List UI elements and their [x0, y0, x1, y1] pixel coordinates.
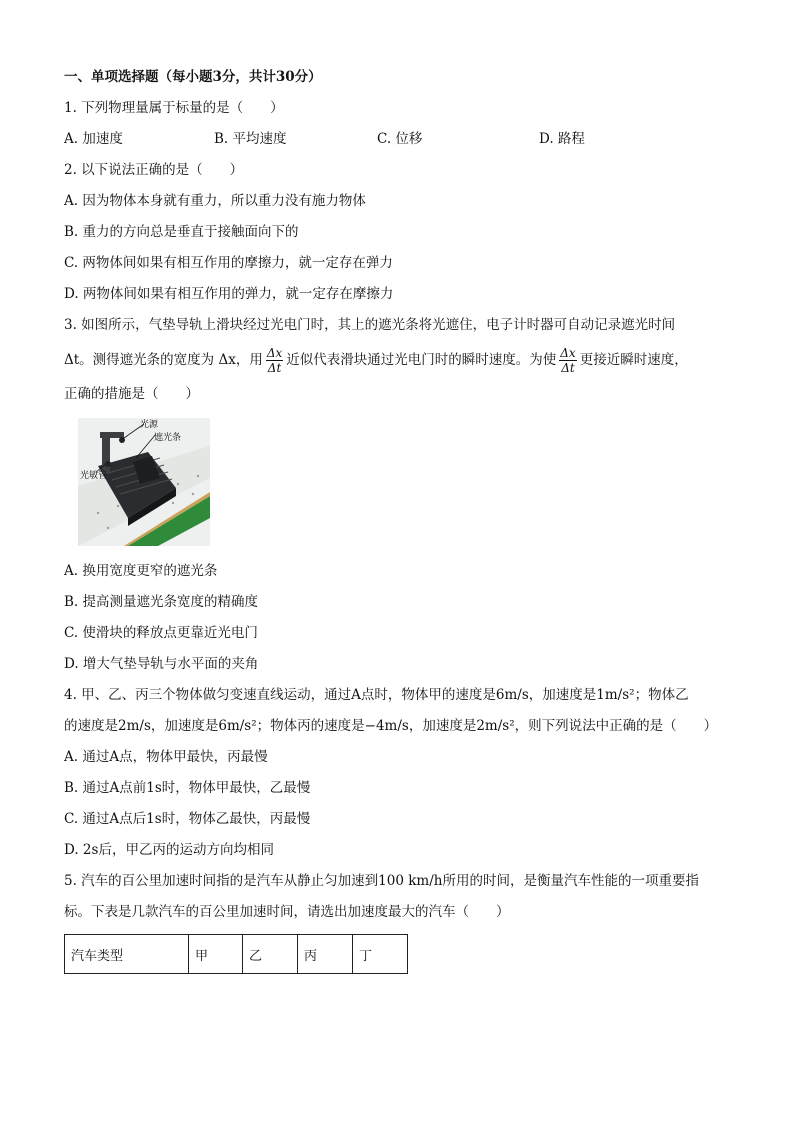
table-header-car-4: 丁: [353, 935, 408, 974]
q2-option-c[interactable]: C. 两物体间如果有相互作用的摩擦力，就一定存在弹力: [64, 255, 393, 271]
q4-option-c[interactable]: C. 通过A点后1s时，物体乙最快，丙最慢: [64, 811, 311, 827]
q3-stem-part-b: 近似代表滑块通过光电门时的瞬时速度。为使: [286, 352, 557, 368]
section-title: 一、单项选择题（每小题3分，共计30分）: [64, 69, 322, 85]
q1-option-a[interactable]: A. 加速度: [64, 131, 123, 147]
q2-option-b[interactable]: B. 重力的方向总是垂直于接触面向下的: [64, 224, 299, 240]
q3-option-c[interactable]: C. 使滑块的释放点更靠近光电门: [64, 625, 258, 641]
question-5-stem-line2: 标。下表是几款汽车的百公里加速时间，请选出加速度最大的汽车（ ）: [64, 904, 510, 920]
dx-over-dt-fraction: [266, 346, 283, 375]
dx-over-dt-fraction-2: [559, 346, 576, 375]
question-2-stem: 2. 以下说法正确的是（ ）: [64, 162, 244, 178]
q3-option-d[interactable]: D. 增大气垫导轨与水平面的夹角: [64, 656, 259, 672]
car-acceleration-table: [64, 934, 408, 974]
label-photo-sensor: 光敏管: [80, 471, 108, 481]
air-track-photo: [78, 418, 210, 546]
table-header-car-type: 汽车类型: [65, 935, 189, 974]
label-shading-strip: 遮光条: [154, 433, 182, 443]
q3-option-b[interactable]: B. 提高测量遮光条宽度的精确度: [64, 594, 259, 610]
q3-option-a[interactable]: A. 换用宽度更窄的遮光条: [64, 563, 218, 579]
question-4-stem-line2: 的速度是2m/s，加速度是6m/s²；物体丙的速度是−4m/s，加速度是2m/s²，则下列说法中正确的是（ ）: [64, 718, 718, 734]
fraction-numerator: Δx: [266, 346, 283, 360]
fraction-denominator: Δt: [267, 361, 282, 375]
question-1-stem: 1. 下列物理量属于标量的是（ ）: [64, 100, 284, 116]
fraction-denominator-2: Δt: [561, 361, 575, 375]
question-3-stem-line1: 3. 如图所示，气垫导轨上滑块经过光电门时，其上的遮光条将光遮住，电子计时器可自动记录遮光时间: [64, 317, 676, 333]
question-3-stem-line2: [64, 341, 744, 379]
label-light-source: 光源: [140, 420, 159, 430]
q3-stem-part-a: Δt。测得遮光条的宽度为 Δx，用: [64, 352, 263, 368]
question-3-stem-line3: 正确的措施是（ ）: [64, 386, 199, 402]
q4-option-a[interactable]: A. 通过A点，物体甲最快，丙最慢: [64, 749, 268, 765]
q2-option-a[interactable]: A. 因为物体本身就有重力，所以重力没有施力物体: [64, 193, 366, 209]
air-track-illustration: [78, 418, 210, 546]
q3-stem-part-c: 更接近瞬时速度，: [579, 352, 688, 368]
table-header-car-3: 丙: [298, 935, 353, 974]
table-row: [65, 935, 408, 974]
fraction-numerator-2: Δx: [560, 346, 576, 360]
q1-option-d[interactable]: D. 路程: [539, 131, 585, 147]
question-1-options: [64, 124, 744, 155]
q1-option-c[interactable]: C. 位移: [377, 131, 423, 147]
q4-option-d[interactable]: D. 2s后，甲乙丙的运动方向均相同: [64, 842, 274, 858]
exam-page: [64, 62, 744, 974]
question-4-stem-line1: 4. 甲、乙、丙三个物体做匀变速直线运动，通过A点时，物体甲的速度是6m/s，加速度是1m/s²；物体乙: [64, 687, 689, 703]
table-header-car-2: 乙: [243, 935, 298, 974]
question-5-stem-line1: 5. 汽车的百公里加速时间指的是汽车从静止匀加速到100 km/h所用的时间，是衡量汽车性能的一项重要指: [64, 873, 699, 889]
table-header-car-1: 甲: [189, 935, 243, 974]
q1-option-b[interactable]: B. 平均速度: [214, 131, 287, 147]
q4-option-b[interactable]: B. 通过A点前1s时，物体甲最快，乙最慢: [64, 780, 311, 796]
q2-option-d[interactable]: D. 两物体间如果有相互作用的弹力，就一定存在摩擦力: [64, 286, 394, 302]
